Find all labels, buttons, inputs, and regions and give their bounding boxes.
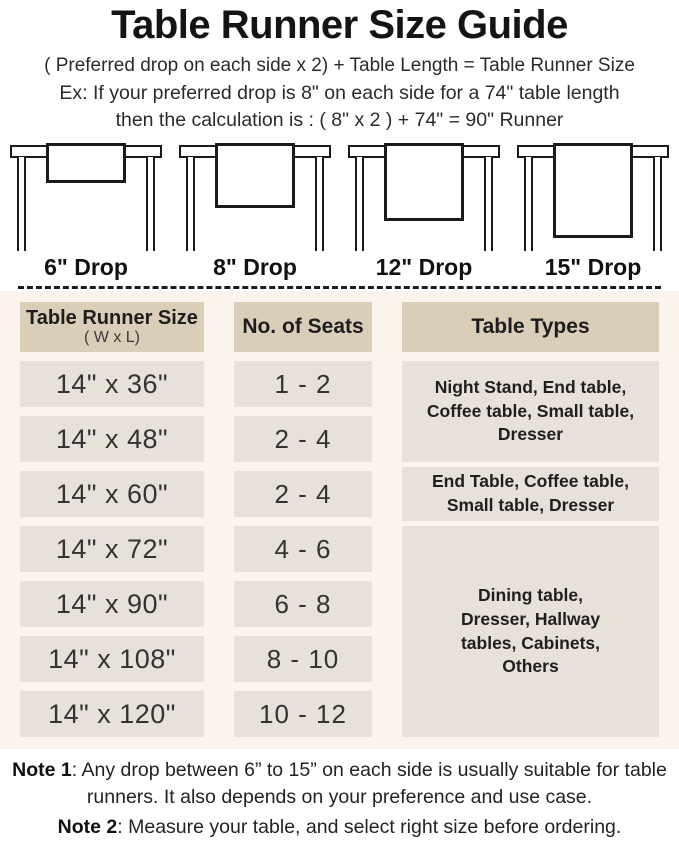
drop-label-12: 12" Drop: [375, 254, 473, 280]
table-types-text: Dining table, Dresser, Hallway tables, Cabinets, Others: [460, 585, 601, 677]
size-guide-table: [0, 302, 679, 737]
size-cell: 14" x 36": [20, 361, 204, 407]
header-runner-size-subtitle: ( W x L): [84, 328, 140, 346]
table-types-text: Night Stand, End table, Coffee table, Small table, Dresser: [426, 377, 635, 445]
page-title: Table Runner Size Guide: [111, 3, 568, 47]
drop-label-15: 15" Drop: [544, 254, 642, 280]
size-cell: 14" x 120": [20, 691, 204, 737]
seats-cell: 2 - 4: [234, 416, 372, 462]
table-leg-left: [17, 157, 26, 251]
header-runner-size: [20, 302, 204, 352]
table-leg-left: [524, 157, 533, 251]
runner-rect: [384, 143, 464, 221]
header-seats: No. of Seats: [234, 302, 372, 352]
size-cell: 14" x 60": [20, 471, 204, 517]
size-cell: 14" x 48": [20, 416, 204, 462]
header: [0, 0, 679, 132]
size-cell: 14" x 72": [20, 526, 204, 572]
drop-label-8: 8" Drop: [213, 254, 297, 280]
table-leg-left: [186, 157, 195, 251]
table-leg-right: [146, 157, 155, 251]
drop-illustrations: [0, 136, 679, 251]
seats-cell: 4 - 6: [234, 526, 372, 572]
table-types-group-1: [402, 361, 659, 462]
runner-rect: [46, 143, 126, 183]
table-figure-15in: [517, 145, 669, 251]
table-figure-8in: [179, 145, 331, 251]
note-1-label: Note 1: [12, 759, 72, 781]
example-line-2: then the calculation is : ( 8" x 2 ) + 74" = 90" Runner: [115, 109, 564, 131]
table-leg-right: [653, 157, 662, 251]
size-cell: 14" x 108": [20, 636, 204, 682]
table-leg-left: [355, 157, 364, 251]
seats-cell: 8 - 10: [234, 636, 372, 682]
formula-line: ( Preferred drop on each side x 2) + Table Length = Table Runner Size: [44, 55, 635, 76]
header-runner-size-title: Table Runner Size: [26, 306, 198, 329]
size-cell: 14" x 90": [20, 581, 204, 627]
dashed-divider: [18, 286, 661, 289]
note-1: [12, 757, 667, 811]
note-2-text: : Measure your table, and select right size before ordering.: [117, 815, 622, 838]
seats-cell: 10 - 12: [234, 691, 372, 737]
runner-rect: [215, 143, 295, 208]
table-leg-right: [315, 157, 324, 251]
table-types-group-2: [402, 467, 659, 521]
note-2: [8, 814, 671, 841]
runner-rect: [553, 143, 633, 238]
header-table-types: Table Types: [402, 302, 659, 352]
seats-cell: 1 - 2: [234, 361, 372, 407]
notes: [0, 749, 679, 841]
table-figure-6in: [10, 145, 162, 251]
size-table-section: [0, 291, 679, 749]
drop-labels: [0, 251, 679, 285]
drop-label-6: 6" Drop: [44, 254, 128, 280]
table-figure-12in: [348, 145, 500, 251]
note-1-text: : Any drop between 6” to 15” on each side is usually suitable for table runners. It also depends on your preference and use case.: [71, 759, 667, 808]
seats-cell: 6 - 8: [234, 581, 372, 627]
seats-cell: 2 - 4: [234, 471, 372, 517]
example-line-1: Ex: If your preferred drop is 8" on each side for a 74" table length: [59, 82, 620, 104]
table-types-group-3: [402, 526, 659, 737]
note-2-label: Note 2: [57, 815, 118, 838]
table-leg-right: [484, 157, 493, 251]
table-types-text: End Table, Coffee table, Small table, Dresser: [431, 471, 630, 515]
